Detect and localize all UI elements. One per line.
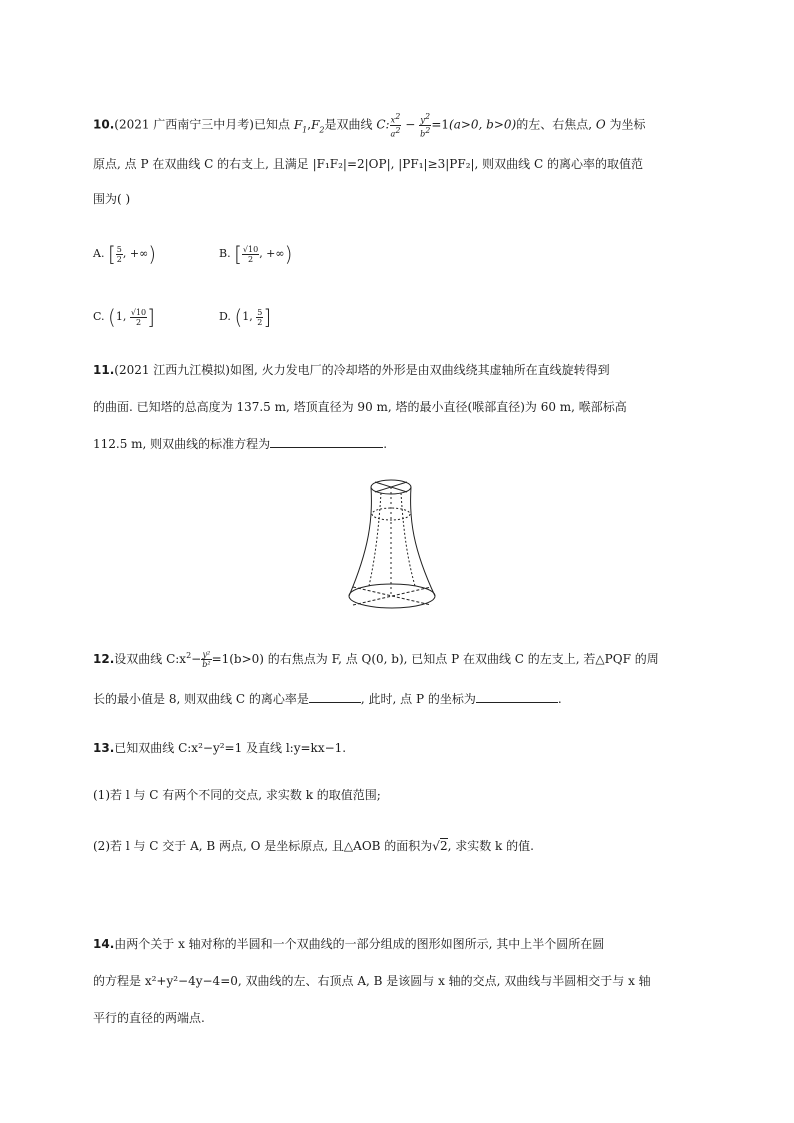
- option-tail: , +∞: [259, 247, 285, 260]
- option-frac: [116, 245, 123, 264]
- condition: (a>0, b>0): [449, 117, 517, 132]
- frac-num: y²: [202, 650, 211, 659]
- answer-blank[interactable]: [270, 435, 383, 448]
- option-frac: [242, 245, 259, 264]
- a-var: a: [390, 129, 396, 139]
- sup: 2: [424, 112, 431, 121]
- frac-num: 5: [116, 244, 122, 254]
- option-head: 1,: [242, 310, 257, 323]
- eccentricity-blank[interactable]: [309, 690, 361, 703]
- bracket: ): [284, 242, 293, 266]
- frac-num: [390, 112, 402, 126]
- q10-text: 为坐标: [605, 117, 646, 132]
- q12-line2: [93, 689, 562, 709]
- q12-number: 12.: [93, 652, 115, 666]
- bracket: ]: [147, 305, 155, 329]
- q11-line1: [93, 360, 610, 380]
- option-head: 1,: [115, 310, 130, 323]
- f1-sub: 1: [302, 125, 308, 135]
- minus: −: [401, 117, 420, 132]
- period: .: [383, 437, 388, 451]
- x-var: x: [390, 115, 396, 125]
- q12-text: 长的最小值是 8, 则双曲线 C 的离心率是: [93, 692, 309, 706]
- option-tail: , +∞: [122, 247, 149, 260]
- eq: =1: [431, 117, 450, 132]
- q12-text: 设双曲线 C:x: [114, 652, 187, 666]
- b-var: b: [420, 129, 426, 139]
- frac-den: [419, 126, 431, 139]
- option-frac: [130, 308, 147, 327]
- origin: O: [595, 117, 606, 132]
- q10-line2: 原点, 点 P 在双曲线 C 的右支上, 且满足 |F₁F₂|=2|OP|, |PF₁|≥3|PF₂|, 则双曲线 C 的离心率的取值范: [93, 157, 643, 171]
- period: .: [557, 692, 562, 706]
- sup: 2: [425, 125, 431, 135]
- q13-text: 已知双曲线 C:x²−y²=1 及直线 l:y=kx−1.: [114, 741, 347, 755]
- q10-line3: 围为( ): [93, 192, 131, 206]
- inner-curve: [369, 493, 381, 586]
- option-label: A.: [93, 247, 105, 260]
- curve-name: C:: [376, 117, 390, 132]
- q12-text: , 此时, 点 P 的坐标为: [360, 692, 476, 706]
- q13-text: (2)若 l 与 C 交于 A, B 两点, O 是坐标原点, 且△AOB 的面积为: [93, 839, 433, 853]
- q14-line3: 平行的直径的两端点.: [93, 1011, 205, 1025]
- q10-text: 是双曲线: [324, 117, 377, 132]
- q13-part2: [93, 836, 534, 856]
- q11-line2: 的曲面. 已知塔的总高度为 137.5 m, 塔顶直径为 90 m, 塔的最小直径(喉部直径)为 60 m, 喉部标高: [93, 400, 627, 414]
- q11-line3: [93, 434, 387, 454]
- q13-part1: (1)若 l 与 C 有两个不同的交点, 求实数 k 的取值范围;: [93, 788, 381, 802]
- frac-den: b²: [202, 660, 211, 669]
- f2: [311, 117, 325, 135]
- q11-text: 如图, 火力发电厂的冷却塔的外形是由双曲线绕其虚轴所在直线旋转得到: [229, 363, 610, 377]
- option-label: B.: [219, 247, 231, 260]
- point-blank[interactable]: [476, 690, 558, 703]
- bracket: ]: [263, 305, 272, 329]
- q10-number: 10.: [93, 117, 115, 132]
- y-var: y: [420, 115, 425, 125]
- frac-den: [390, 126, 402, 139]
- q13-text: , 求实数 k 的值.: [447, 839, 534, 853]
- option-c[interactable]: [93, 305, 155, 329]
- option-label: D.: [219, 310, 231, 323]
- bracket: [: [234, 242, 242, 266]
- frac-num: √10: [130, 307, 147, 317]
- bracket: (: [234, 305, 243, 329]
- frac-den: 2: [135, 317, 142, 327]
- q12-line1: [93, 646, 659, 669]
- option-label: C.: [93, 310, 105, 323]
- frac-den: 2: [248, 254, 254, 264]
- comma: ,: [307, 117, 312, 132]
- q12-text: =1(b>0) 的右焦点为 F, 点 Q(0, b), 已知点 P 在双曲线 C 的左支上, 若△PQF 的周: [211, 652, 659, 666]
- q11-source: (2021 江西九江模拟): [114, 363, 230, 377]
- x2-over-a2: [390, 112, 402, 138]
- q14-line1: [93, 934, 604, 954]
- q13-number: 13.: [93, 741, 115, 755]
- q11-text: 112.5 m, 则双曲线的标准方程为: [93, 437, 271, 451]
- sup: 2: [395, 125, 401, 135]
- q10-text: 已知点: [253, 117, 294, 132]
- frac-num: 5: [257, 307, 263, 317]
- inner-curve: [401, 493, 415, 586]
- option-d[interactable]: [219, 305, 271, 329]
- q14-text: 由两个关于 x 轴对称的半圆和一个双曲线的一部分组成的图形如图所示, 其中上半个圆所在圆: [114, 937, 605, 951]
- q10-text: 的左、右焦点,: [516, 117, 596, 132]
- sup: 2: [395, 112, 401, 121]
- q14-line2: 的方程是 x²+y²−4y−4=0, 双曲线的左、右顶点 A, B 是该圆与 x 轴的交点, 双曲线与半圆相交于与 x 轴: [93, 974, 651, 988]
- frac-num: [419, 112, 431, 126]
- cooling-tower-figure: [343, 474, 473, 614]
- q10-line1: [93, 112, 646, 140]
- frac-den: 2: [116, 254, 122, 264]
- f1-letter: F: [293, 117, 303, 132]
- tower-right-profile: [411, 487, 435, 596]
- q11-number: 11.: [93, 363, 115, 377]
- option-a[interactable]: [93, 242, 156, 266]
- f2-letter: F: [311, 117, 320, 132]
- frac-num: √10: [242, 244, 259, 254]
- y2-over-b2: [419, 112, 431, 138]
- q13-line1: [93, 738, 346, 758]
- f2-sub: 2: [319, 125, 325, 135]
- frac-den: 2: [257, 317, 263, 327]
- bracket: [: [107, 242, 116, 266]
- y2-over-b2: [201, 650, 211, 669]
- bracket: ): [148, 242, 157, 266]
- f1: [293, 117, 308, 135]
- minus: −: [191, 652, 202, 666]
- sup: 2: [186, 651, 192, 660]
- sqrt-value: 2: [439, 839, 448, 853]
- q14-number: 14.: [93, 937, 115, 951]
- tower-left-profile: [349, 487, 371, 596]
- bracket: (: [108, 305, 116, 329]
- sqrt-icon: √: [432, 839, 440, 853]
- q10-source: (2021 广西南宁三中月考): [114, 117, 254, 132]
- option-b[interactable]: [219, 242, 292, 266]
